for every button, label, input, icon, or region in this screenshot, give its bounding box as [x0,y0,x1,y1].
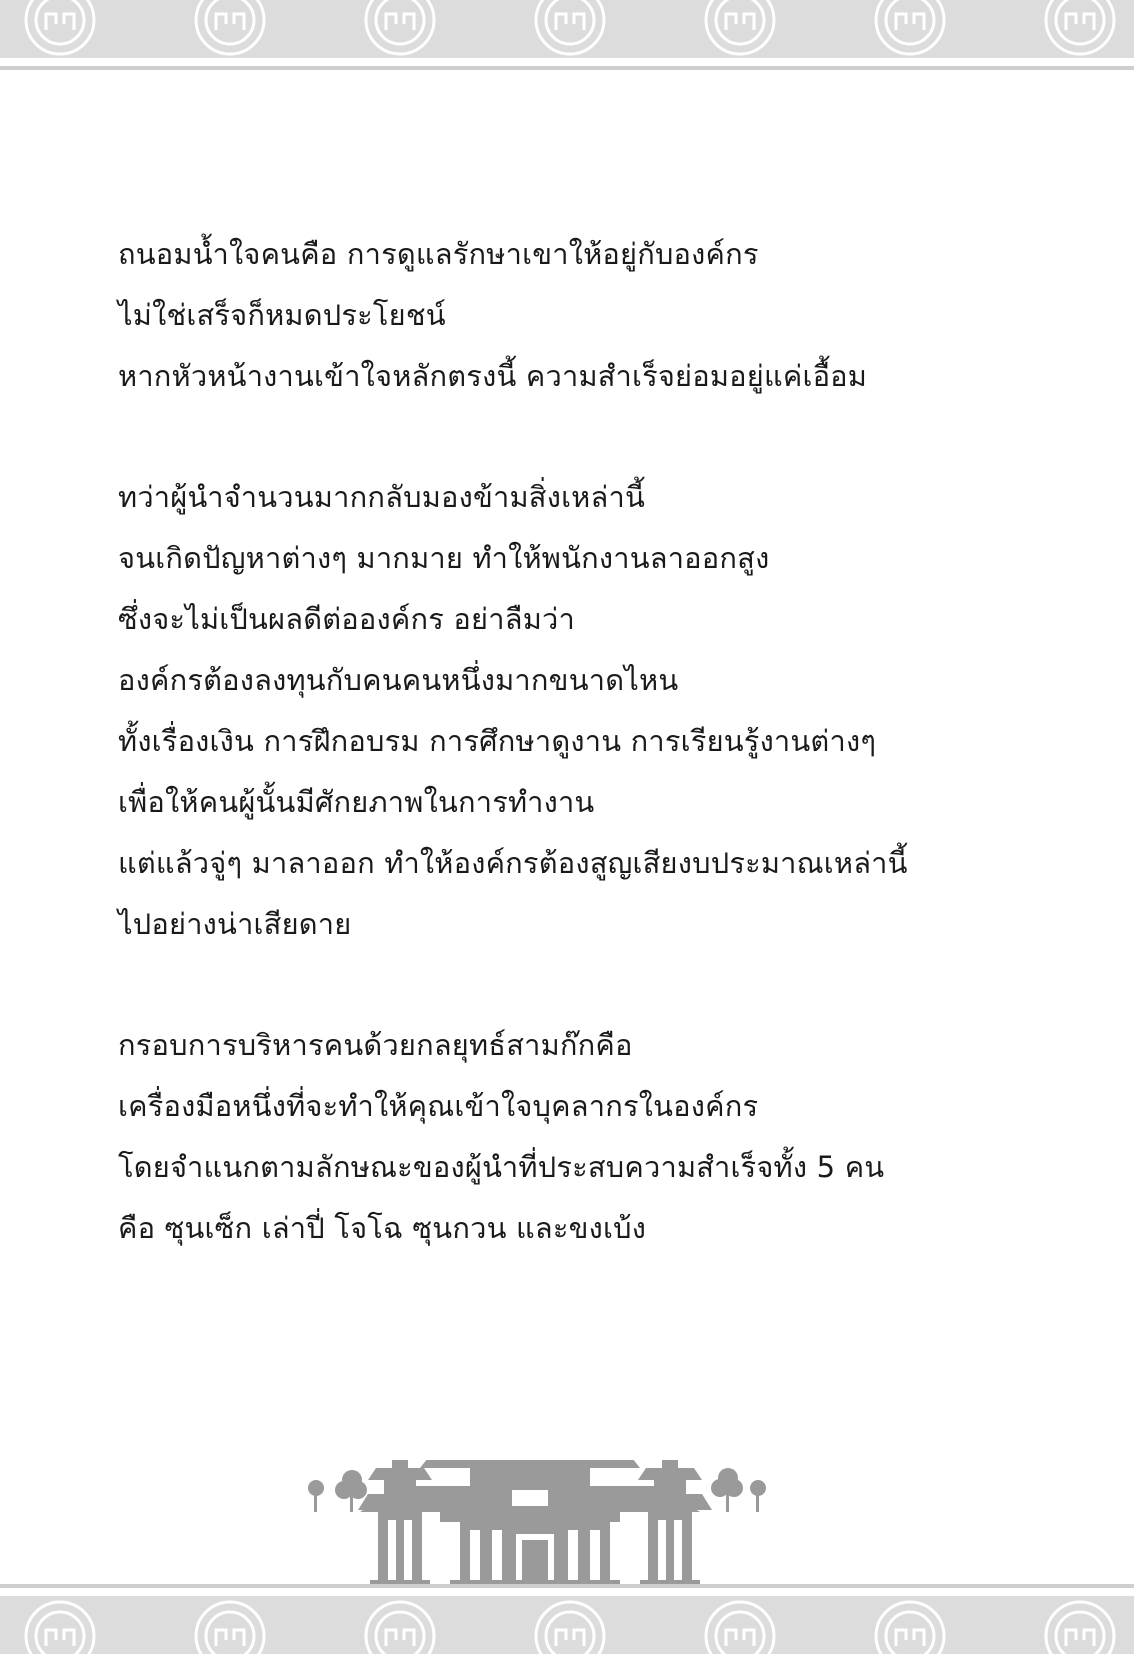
knot-ornament-icon [706,1602,774,1654]
bottom-border-pattern-icon [0,1596,1134,1654]
knot-ornament-icon [26,1602,94,1654]
paragraph-1 [118,224,1018,407]
paragraph-3 [118,1015,1018,1259]
bottom-border-line [0,1584,1134,1588]
text-line: ทั้งเรื่องเงิน การฝึกอบรม การศึกษาดูงาน การเรียนรู้งานต่างๆ [118,724,877,758]
paragraph-2 [118,467,1018,955]
text-line: ซึ่งจะไม่เป็นผลดีต่อองค์กร อย่าลืมว่า [118,602,575,636]
text-line: ถนอมน้ำใจคนคือ การดูแลรักษาเขาให้อยู่กับองค์กร [118,237,759,271]
knot-ornament-icon [196,1602,264,1654]
text-line: เครื่องมือหนึ่งที่จะทำให้คุณเข้าใจบุคลากรในองค์กร [118,1089,759,1123]
top-border-ornaments [0,0,1134,58]
text-line: หากหัวหน้างานเข้าใจหลักตรงนี้ ความสำเร็จย่อมอยู่แค่เอื้อม [118,359,868,393]
knot-ornament-icon [1046,0,1114,54]
text-line: จนเกิดปัญหาต่างๆ มากมาย ทำให้พนักงานลาออกสูง [118,541,770,575]
text-line: ทว่าผู้นำจำนวนมากกลับมองข้ามสิ่งเหล่านี้ [118,480,645,514]
text-line: องค์กรต้องลงทุนกับคนคนหนึ่งมากขนาดไหน [118,663,679,697]
knot-ornament-icon [366,0,434,54]
bottom-border-ornaments [0,1596,1134,1654]
text-line: เพื่อให้คนผู้นั้นมีศักยภาพในการทำงาน [118,785,595,819]
top-border-pattern-icon [0,0,1134,58]
body-text [118,224,1018,1319]
knot-ornament-icon [536,0,604,54]
text-line: กรอบการบริหารคนด้วยกลยุทธ์สามก๊กคือ [118,1028,633,1062]
text-line: โดยจำแนกตามลักษณะของผู้นำที่ประสบความสำเร็จทั้ง 5 คน [118,1150,885,1184]
knot-ornament-icon [366,1602,434,1654]
knot-ornament-icon [26,0,94,54]
knot-ornament-icon [196,0,264,54]
text-line: คือ ซุนเซ็ก เล่าปี่ โจโฉ ซุนกวน และขงเบ้ง [118,1211,647,1245]
knot-ornament-icon [706,0,774,54]
text-line: ไม่ใช่เสร็จก็หมดประโยชน์ [118,298,446,332]
knot-ornament-icon [1046,1602,1114,1654]
knot-ornament-icon [876,0,944,54]
text-line: แต่แล้วจู่ๆ มาลาออก ทำให้องค์กรต้องสูญเสียงบประมาณเหล่านี้ [118,846,908,880]
chinese-temple-illustration-icon [300,1460,840,1590]
knot-ornament-icon [536,1602,604,1654]
text-line: ไปอย่างน่าเสียดาย [118,907,352,941]
top-border-line [0,66,1134,70]
knot-ornament-icon [876,1602,944,1654]
